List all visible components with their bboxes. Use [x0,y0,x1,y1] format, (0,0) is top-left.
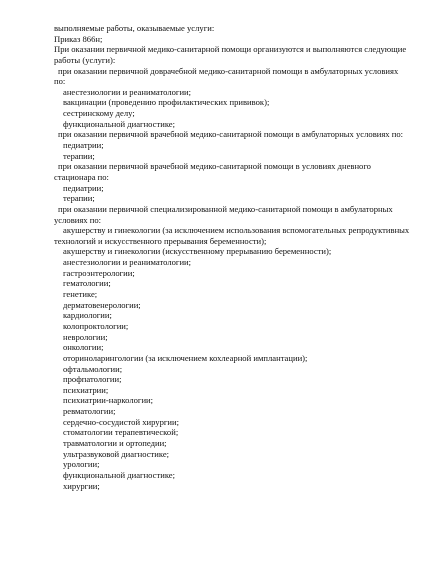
text-line: травматологии и ортопедии; [63,437,167,448]
text-line: выполняемые работы, оказываемые услуги: [54,23,215,33]
text-line: терапии; [63,193,95,204]
text-line: кардиологии; [63,310,112,321]
text-line: при оказании первичной врачебной медико-санитарной помощи в условиях дневного [58,161,371,172]
text-line: функциональной диагностике; [63,469,176,480]
text-line: акушерству и гинекологии (искусственному прерыванию беременности); [63,246,332,257]
text-line: сердечно-сосудистой хирургии; [63,416,180,427]
text-line: При оказании первичной медико-санитарной помощи организуются и выполняются следующие [54,44,407,55]
text-line: условиях по: [54,214,102,225]
text-line: педиатрии; [63,140,104,151]
text-line: педиатрии; [63,182,104,193]
text-line: гематологии; [63,278,111,289]
license-services-text [54,23,426,491]
text-line: акушерству и гинекологии (за исключением использования вспомогательных репродуктивных [63,225,410,236]
text-line: ультразвуковой диагностике; [63,448,170,459]
text-line: по: [54,76,66,87]
text-line: онкологии; [63,342,104,353]
text-line: терапии; [63,150,95,161]
text-line: Приказ 866н; [54,33,103,44]
text-line: при оказании первичной специализированной медико-санитарной помощи в амбулаторных [58,203,393,214]
text-line: неврологии; [63,331,108,342]
text-line: технологий и искусственного прерывания беременности); [54,235,267,246]
text-line: колопроктологии; [63,320,129,331]
text-line: вакцинации (проведению профилактических прививок); [63,97,270,108]
text-line: при оказании первичной врачебной медико-санитарной помощи в амбулаторных условиях по: [58,129,404,140]
text-line: офтальмологии; [63,363,123,374]
text-line: генетике; [63,289,98,300]
text-line: анестезиологии и реаниматологии; [63,257,192,268]
text-line: урологии; [63,459,100,470]
text-line: анестезиологии и реаниматологии; [63,86,192,97]
text-line: психиатрии-наркологии; [63,395,154,406]
text-line: хирургии; [63,480,100,491]
text-line: оториноларингологии (за исключением кохлеарной имплантации); [63,352,308,363]
text-line: при оказании первичной доврачебной медико-санитарной помощи в амбулаторных условиях [58,65,399,76]
text-line: профпатологии; [63,374,122,385]
text-line: функциональной диагностике; [63,118,176,129]
text-line: стационара по: [54,171,109,182]
text-line: сестринскому делу; [63,108,135,119]
text-line: стоматологии терапевтической; [63,427,179,438]
text-line: ревматологии; [63,406,116,417]
text-line: психиатрии; [63,384,109,395]
text-line: гастроэнтерологии; [63,267,135,278]
text-line: дерматовенерологии; [63,299,141,310]
text-line: работы (услуги): [54,54,116,65]
